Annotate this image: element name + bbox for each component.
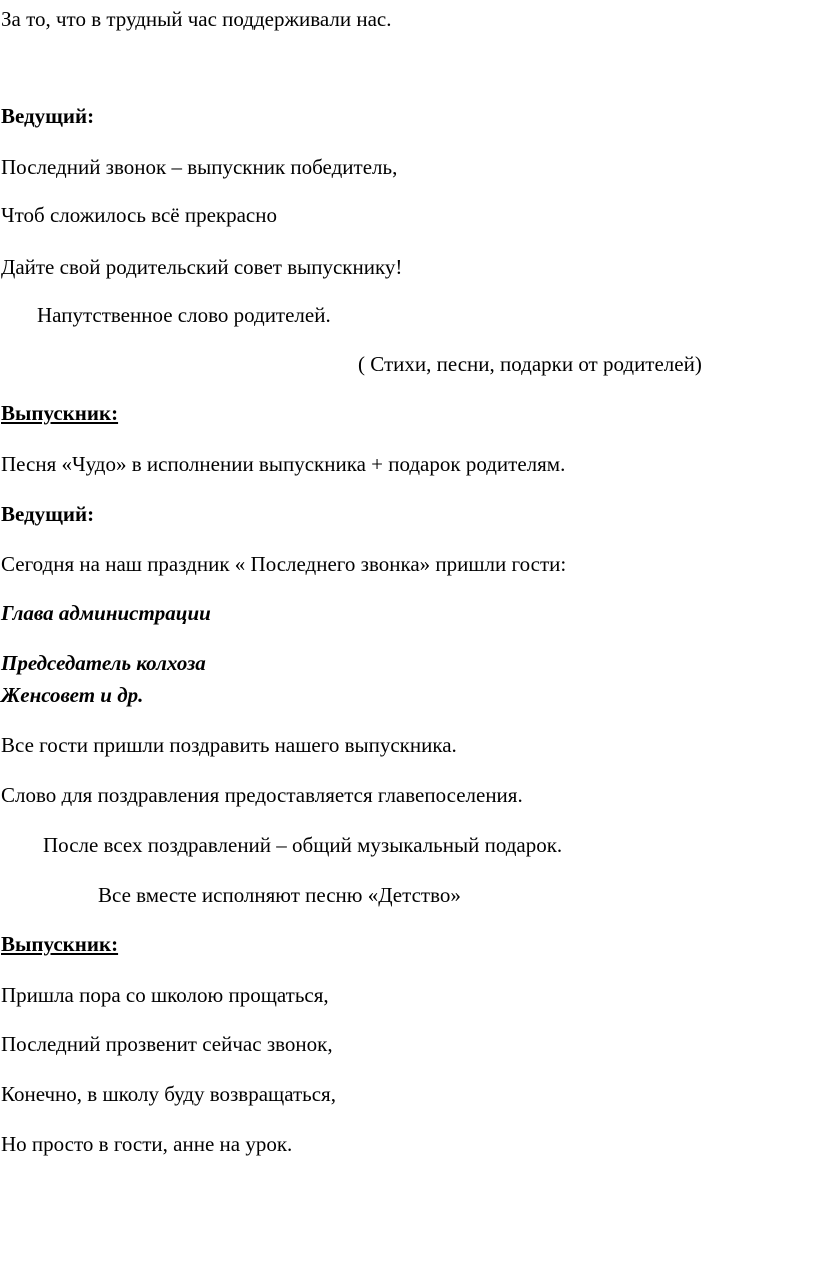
poem-line: Последний прозвенит сейчас звонок, — [1, 1032, 333, 1056]
speaker-heading: Ведущий: — [1, 104, 95, 128]
stage-direction: Напутственное слово родителей. — [37, 303, 331, 327]
text-line: Песня «Чудо» в исполнении выпускника + подарок родителям. — [1, 452, 566, 476]
guest-name: Глава администрации — [1, 601, 211, 625]
text-line: Чтоб сложилось всё прекрасно — [1, 203, 277, 227]
text-line: За то, что в трудный час поддерживали нас. — [1, 7, 392, 31]
text-line: Все гости пришли поздравить нашего выпускника. — [1, 733, 457, 757]
speaker-heading: Выпускник: — [1, 401, 119, 425]
stage-direction: После всех поздравлений – общий музыкальный подарок. — [43, 833, 563, 857]
text-line: Слово для поздравления предоставляется главепоселения. — [1, 783, 523, 807]
text-line: Последний звонок – выпускник победитель, — [1, 155, 398, 179]
speaker-heading: Ведущий: — [1, 502, 95, 526]
speaker-heading: Выпускник: — [1, 932, 119, 956]
stage-direction: ( Стихи, песни, подарки от родителей) — [358, 352, 702, 376]
poem-line: Пришла пора со школою прощаться, — [1, 983, 329, 1007]
poem-line: Конечно, в школу буду возвращаться, — [1, 1082, 336, 1106]
poem-line: Но просто в гости, анне на урок. — [1, 1132, 293, 1156]
text-line: Сегодня на наш праздник « Последнего звонка» пришли гости: — [1, 552, 567, 576]
guest-name: Председатель колхоза — [1, 651, 206, 675]
text-line: Дайте свой родительский совет выпускнику! — [1, 255, 403, 279]
stage-direction: Все вместе исполняют песню «Детство» — [98, 883, 461, 907]
guest-name: Женсовет и др. — [1, 683, 144, 707]
